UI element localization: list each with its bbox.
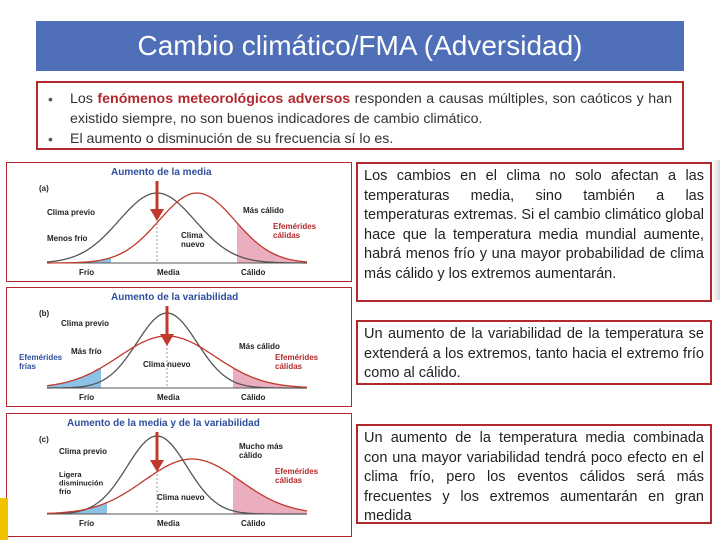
hot-axis-label: Cálido bbox=[241, 393, 266, 402]
intro-bullet-1 bbox=[70, 89, 672, 129]
bullet-marker: • bbox=[48, 91, 53, 107]
decorative-strip bbox=[0, 498, 8, 540]
intro-box bbox=[36, 81, 684, 150]
hot-records-label: Efemérides cálidas bbox=[275, 353, 319, 371]
mean-axis-label: Media bbox=[157, 268, 180, 277]
figure-c-panel bbox=[6, 413, 352, 537]
mean-axis-label: Media bbox=[157, 519, 180, 528]
more-hot-label: Más cálido bbox=[239, 342, 280, 351]
cold-axis-label: Frío bbox=[79, 393, 95, 402]
figure-heading: Aumento de la media y de la variabilidad bbox=[67, 418, 260, 429]
figure-a-diagram bbox=[7, 163, 351, 280]
figure-c-diagram bbox=[7, 414, 351, 535]
much-more-hot-label: Mucho más cálido bbox=[239, 442, 284, 460]
title-bar bbox=[36, 21, 684, 71]
mean-axis-label: Media bbox=[157, 393, 180, 402]
figure-tag: (b) bbox=[39, 309, 50, 318]
hot-records-label: Efemérides cálidas bbox=[275, 467, 319, 485]
cold-axis-label: Frío bbox=[79, 519, 95, 528]
cold-records-label: Efemérides frías bbox=[19, 353, 63, 371]
hot-axis-label: Cálido bbox=[241, 268, 266, 277]
change-arrow-head bbox=[160, 334, 174, 346]
figure-heading: Aumento de la media bbox=[111, 167, 212, 178]
change-arrow-head bbox=[150, 460, 164, 472]
intro-bullet-1-prefix: Los bbox=[70, 91, 93, 107]
figure-b-panel bbox=[6, 287, 352, 407]
slide-title: Cambio climático/FMA (Adversidad) bbox=[137, 30, 583, 61]
intro-bullet-2: El aumento o disminución de su frecuencia sí lo es. bbox=[70, 131, 394, 147]
previous-climate-label: Clima previo bbox=[59, 447, 108, 456]
figure-heading: Aumento de la variabilidad bbox=[111, 292, 239, 303]
hot-axis-label: Cálido bbox=[241, 519, 266, 528]
figure-b-diagram bbox=[7, 288, 351, 405]
new-climate-label: Clima nuevo bbox=[143, 360, 191, 369]
text-box-variability: Un aumento de la variabilidad de la temperatura se extenderá a los extremos, tanto hacia el extremo frío como al cálido. bbox=[356, 320, 712, 385]
text-box-mean: Los cambios en el clima no solo afectan a las temperaturas media, sino también a las temperaturas extremas. Si el cambio climático global hace que la temperatura media mundial aumente, habrá menos frío y una mayor probabilidad de clima más cálido y los extremos aumentarán. bbox=[356, 162, 712, 302]
more-hot-label: Más cálido bbox=[243, 206, 284, 215]
slight-less-cold-label: Ligera disminución frío bbox=[59, 470, 104, 496]
change-arrow-head bbox=[150, 209, 164, 221]
previous-climate-label: Clima previo bbox=[61, 319, 110, 328]
bullet-marker: • bbox=[48, 131, 53, 147]
intro-bullet-1-highlight: fenómenos meteorológicos adversos bbox=[97, 91, 351, 107]
new-climate-label: Clima nuevo bbox=[157, 493, 205, 502]
previous-climate-label: Clima previo bbox=[47, 208, 96, 217]
new-climate-label: Clima nuevo bbox=[181, 231, 205, 249]
more-cold-label: Más frío bbox=[71, 347, 102, 356]
hot-records-label: Efemérides cálidas bbox=[273, 222, 317, 240]
decorative-shadow bbox=[712, 160, 720, 300]
figure-tag: (c) bbox=[39, 435, 49, 444]
figure-tag: (a) bbox=[39, 184, 49, 193]
cold-axis-label: Frío bbox=[79, 268, 95, 277]
intro-bullet-1-suffix: responden a causas múltiples, son caóticos y han existido siempre, no son buenos indicadores de cambio climático. bbox=[70, 91, 672, 127]
text-box-mean-variability: Un aumento de la temperatura media combinada con una mayor variabilidad tendrá poco efecto en el clima frío, pero los eventos cálidos será más frecuentes y los extremos aumentarán en gran medida bbox=[356, 424, 712, 524]
less-cold-label: Menos frío bbox=[47, 234, 88, 243]
figure-a-panel bbox=[6, 162, 352, 282]
